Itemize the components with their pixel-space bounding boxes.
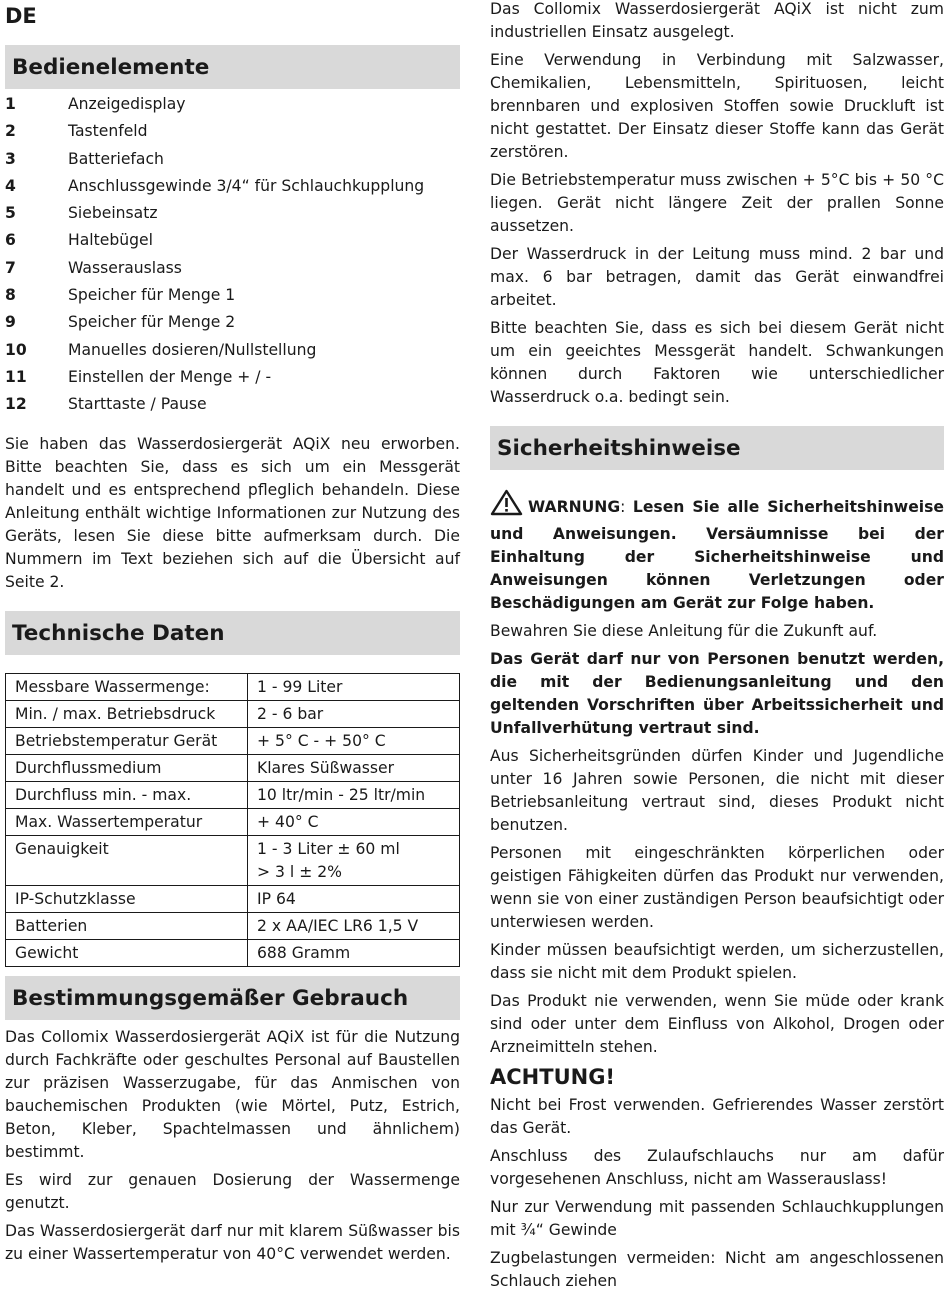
control-label: Haltebügel <box>68 231 153 250</box>
paragraph: Der Wasserdruck in der Leitung muss mind. 2 bar und max. 6 bar betragen, damit das Gerät einwandfrei arbeitet. <box>490 245 944 309</box>
tech-value <box>248 781 460 808</box>
tech-value <box>248 808 460 835</box>
control-label: Siebeinsatz <box>68 204 158 223</box>
intended-use-left <box>5 1026 460 1266</box>
control-item <box>5 282 460 309</box>
paragraph: Bitte beachten Sie, dass es sich bei diesem Gerät nicht um ein geeichtes Messgerät handelt. Schwankungen können durch Faktoren wie unterschiedlicher Wasserdruck o.a. bedingt sein. <box>490 319 944 406</box>
control-number: 8 <box>5 286 16 305</box>
paragraph: Das Collomix Wasserdosiergerät AQiX ist für die Nutzung durch Fachkräfte oder geschultes Personal auf Baustellen zur präzisen Wasserzugabe, für das Anmischen von bauchemischen Produkten (wie Mörtel, Putz, Estrich, Beton, Kleber, Spachtelmassen und ähnlichem) bestimmt. <box>5 1027 460 1161</box>
controls-list <box>5 91 460 419</box>
tech-value-line: + 40° C <box>257 812 319 831</box>
attention-list <box>490 1094 944 1293</box>
table-row <box>6 673 460 700</box>
paragraph: Nur zur Verwendung mit passenden Schlauchkupplungen mit ¾“ Gewinde <box>490 1198 944 1239</box>
tech-value-line: 1 - 99 Liter <box>257 677 343 696</box>
right-column <box>490 0 944 1298</box>
paragraph: Personen mit eingeschränkten körperlichen oder geistigen Fähigkeiten dürfen das Produkt nur verwenden, wenn sie von einer zuständigen Person beaufsichtigt oder unterwiesen werden. <box>490 844 944 931</box>
tech-value-line: IP 64 <box>257 889 296 908</box>
bold-notice: Das Gerät darf nur von Personen benutzt werden, die mit der Bedienungsanleitung und den geltenden Vorschriften über Arbeitssicherheit und Unfallverhütung vertraut sind. <box>490 650 944 737</box>
control-number: 1 <box>5 95 16 113</box>
tech-key: Betriebstemperatur Gerät <box>6 727 248 754</box>
tech-key: Max. Wassertemperatur <box>6 808 248 835</box>
table-row <box>6 700 460 727</box>
tech-value <box>248 700 460 727</box>
paragraph: Es wird zur genauen Dosierung der Wassermenge genutzt. <box>5 1170 460 1212</box>
control-item <box>5 118 460 145</box>
control-item <box>5 255 460 282</box>
control-label: Manuelles dosieren/Nullstellung <box>68 340 317 359</box>
control-number: 6 <box>5 231 16 250</box>
tech-data-table <box>5 673 460 967</box>
warning-text: Lesen Sie alle Sicherheitshinweise und Anweisungen. Versäumnisse bei der Einhaltung der Sicherheitshinweise und Anweisungen können Verletzungen oder Beschädigungen am Gerät zur Folge haben. <box>490 498 944 612</box>
control-label: Einstellen der Menge + / - <box>68 367 272 386</box>
control-item <box>5 337 460 364</box>
warning-label: WARNUNG <box>528 498 621 516</box>
tech-value-line: 2 - 6 bar <box>257 704 324 723</box>
tech-value <box>248 939 460 966</box>
table-row <box>6 727 460 754</box>
left-column <box>5 0 460 1271</box>
table-row <box>6 808 460 835</box>
tech-value-line: 1 - 3 Liter ± 60 ml <box>257 839 400 858</box>
section-title-controls: Bedienelemente <box>5 45 460 89</box>
control-label: Speicher für Menge 2 <box>68 313 236 332</box>
control-number: 7 <box>5 258 16 277</box>
table-row <box>6 754 460 781</box>
control-label: Anzeigedisplay <box>68 95 186 113</box>
control-label: Batteriefach <box>68 149 164 168</box>
tech-value <box>248 885 460 912</box>
paragraph: Aus Sicherheitsgründen dürfen Kinder und Jugendliche unter 16 Jahren sowie Personen, die nicht mit dieser Betriebsanleitung vertraut sind, dieses Produkt nicht benutzen. <box>490 747 944 834</box>
control-item <box>5 364 460 391</box>
control-item <box>5 391 460 418</box>
safety-warning: WARNUNG: Lesen Sie alle Sicherheitshinweise und Anweisungen. Versäumnisse bei der Einhaltung der Sicherheitshinweise und Anweisungen können Verletzungen oder Beschädigungen am Gerät zur Folge haben. <box>490 489 944 615</box>
tech-value-line: 2 x AA/IEC LR6 1,5 V <box>257 916 419 935</box>
control-item <box>5 173 460 200</box>
section-title-intended-use: Bestimmungsgemäßer Gebrauch <box>5 976 460 1020</box>
tech-value-line-2: > 3 l ± 2% <box>257 862 342 881</box>
paragraph: Zugbelastungen vermeiden: Nicht am angeschlossenen Schlauch ziehen <box>490 1249 944 1290</box>
control-number: 3 <box>5 149 16 168</box>
paragraph: Eine Verwendung in Verbindung mit Salzwasser, Chemikalien, Lebensmitteln, Spirituosen, leicht brennbaren und explosiven Stoffen sowie Druckluft ist nicht gestattet. Der Einsatz dieser Stoffe kann das Gerät zerstören. <box>490 51 944 161</box>
control-label: Anschlussgewinde 3/4“ für Schlauchkupplung <box>68 176 425 195</box>
language-code: DE <box>5 4 37 28</box>
tech-value <box>248 727 460 754</box>
tech-value-line: + 5° C - + 50° C <box>257 731 386 750</box>
tech-key: Messbare Wassermenge: <box>6 673 248 700</box>
tech-key: Durchfluss min. - max. <box>6 781 248 808</box>
tech-key: Genauigkeit <box>6 835 248 885</box>
control-label: Speicher für Menge 1 <box>68 286 236 305</box>
control-item <box>5 309 460 336</box>
control-label: Starttaste / Pause <box>68 395 207 414</box>
safety-paragraphs <box>490 745 944 1059</box>
tech-key: Batterien <box>6 912 248 939</box>
control-number: 5 <box>5 204 16 223</box>
control-item <box>5 146 460 173</box>
tech-key: Durchflussmedium <box>6 754 248 781</box>
tech-value <box>248 912 460 939</box>
tech-key: Min. / max. Betriebsdruck <box>6 700 248 727</box>
control-item <box>5 91 460 118</box>
control-label: Wasserauslass <box>68 258 182 277</box>
paragraph: Nicht bei Frost verwenden. Gefrierendes Wasser zerstört das Gerät. <box>490 1096 944 1137</box>
tech-value-line: 10 ltr/min - 25 ltr/min <box>257 785 426 804</box>
warning-triangle-icon <box>490 489 523 523</box>
table-row <box>6 835 460 885</box>
paragraph: Kinder müssen beaufsichtigt werden, um sicherzustellen, dass sie nicht mit dem Produkt spielen. <box>490 941 944 982</box>
paragraph: Das Collomix Wasserdosiergerät AQiX ist nicht zum industriellen Einsatz ausgelegt. <box>490 0 944 41</box>
intended-use-right <box>490 0 944 409</box>
paragraph: Das Produkt nie verwenden, wenn Sie müde oder krank sind oder unter dem Einfluss von Alkohol, Drogen oder Arzneimitteln stehen. <box>490 992 944 1056</box>
tech-value-line: Klares Süßwasser <box>257 758 395 777</box>
section-title-safety: Sicherheitshinweise <box>490 426 944 470</box>
control-number: 2 <box>5 122 16 141</box>
paragraph: Das Wasserdosiergerät darf nur mit klarem Süßwasser bis zu einer Wassertemperatur von 40°C verwendet werden. <box>5 1221 460 1263</box>
control-number: 12 <box>5 395 27 414</box>
table-row <box>6 885 460 912</box>
tech-value <box>248 754 460 781</box>
control-item <box>5 227 460 254</box>
paragraph: Anschluss des Zulaufschlauchs nur am dafür vorgesehenen Anschluss, nicht am Wasserauslass! <box>490 1147 944 1188</box>
tech-key: IP-Schutzklasse <box>6 885 248 912</box>
tech-value <box>248 835 460 885</box>
control-number: 4 <box>5 176 16 195</box>
table-row <box>6 912 460 939</box>
control-item <box>5 200 460 227</box>
tech-key: Gewicht <box>6 939 248 966</box>
keep-instructions: Bewahren Sie diese Anleitung für die Zukunft auf. <box>490 622 878 640</box>
attention-heading: ACHTUNG! <box>490 1065 616 1089</box>
tech-value <box>248 673 460 700</box>
intro-paragraph: Sie haben das Wasserdosiergerät AQiX neu erworben. Bitte beachten Sie, dass es sich um ein Messgerät handelt und es entsprechend pfleglich behandeln. Diese Anleitung enthält wichtige Informationen zur Nutzung des Geräts, lesen Sie diese bitte aufmerksam durch. Die Nummern im Text beziehen sich auf die Übersicht auf Seite 2. <box>5 434 460 591</box>
control-number: 11 <box>5 367 27 386</box>
control-number: 10 <box>5 340 27 359</box>
paragraph: Die Betriebstemperatur muss zwischen + 5°C bis + 50 °C liegen. Gerät nicht längere Zeit der prallen Sonne aussetzen. <box>490 171 944 235</box>
table-row <box>6 781 460 808</box>
control-label: Tastenfeld <box>68 122 148 141</box>
control-number: 9 <box>5 313 16 332</box>
tech-value-line: 688 Gramm <box>257 943 351 962</box>
table-row <box>6 939 460 966</box>
section-title-tech: Technische Daten <box>5 611 460 655</box>
